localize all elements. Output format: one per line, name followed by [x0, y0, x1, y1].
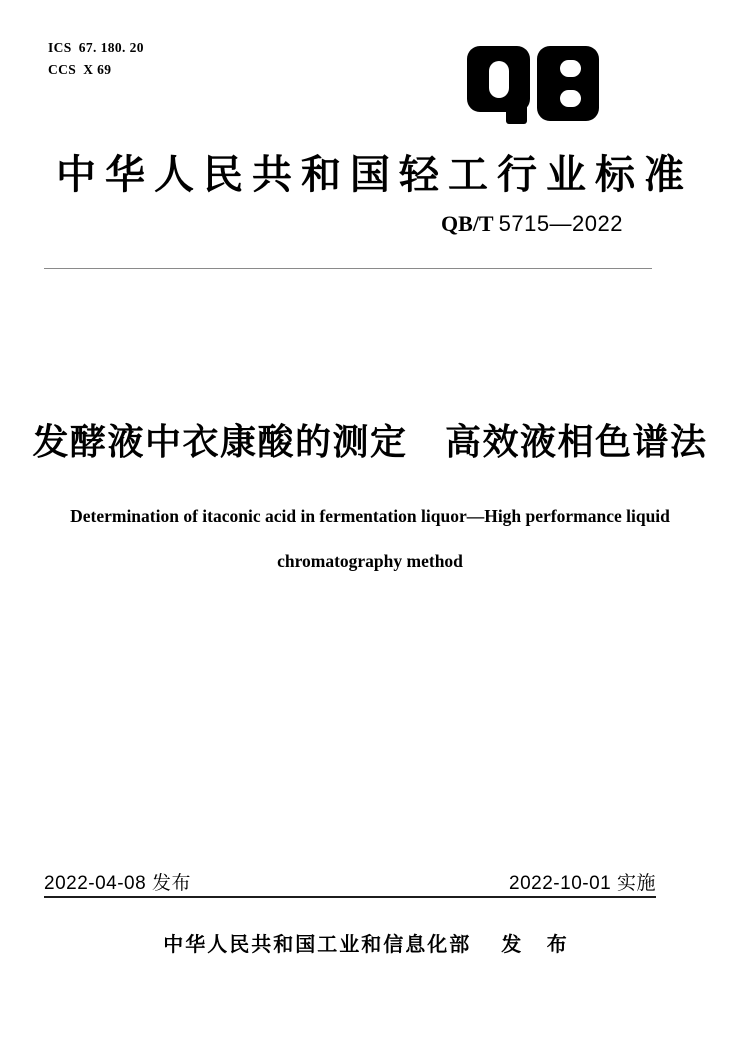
- ccs-code-line: [48, 59, 144, 81]
- publish-action-label: 发 布: [501, 934, 577, 956]
- footer-divider-line: [44, 896, 656, 898]
- qb-logo-icon: [466, 45, 600, 124]
- ics-code-line: [48, 37, 144, 59]
- english-title-line1: Determination of itaconic acid in fermentation liquor—High performance liquid: [70, 506, 670, 526]
- publisher-name: 中华人民共和国工业和信息化部: [163, 934, 472, 956]
- document-title-english: [0, 506, 740, 572]
- ics-value: 67. 180. 20: [78, 40, 144, 55]
- header-divider-line: [44, 268, 652, 269]
- ics-label: ICS: [48, 40, 72, 55]
- english-title-line2: chromatography method: [277, 551, 463, 571]
- ccs-value: X 69: [83, 62, 112, 77]
- date-row: [44, 868, 656, 895]
- publisher-line: [0, 928, 740, 957]
- standard-number-prefix: QB/T: [441, 211, 494, 236]
- implementation-date: 2022-10-01 实施: [509, 873, 656, 894]
- release-date: 2022-04-08 发布: [44, 873, 191, 894]
- classification-codes: [48, 37, 144, 81]
- document-title-chinese: 发酵液中衣康酸的测定 高效液相色谱法: [32, 421, 708, 462]
- ccs-label: CCS: [48, 62, 77, 77]
- standard-number-digits: 5715—2022: [498, 211, 623, 236]
- standard-number: [441, 211, 623, 237]
- national-standard-header: 中华人民共和国轻工行业标准: [56, 153, 693, 197]
